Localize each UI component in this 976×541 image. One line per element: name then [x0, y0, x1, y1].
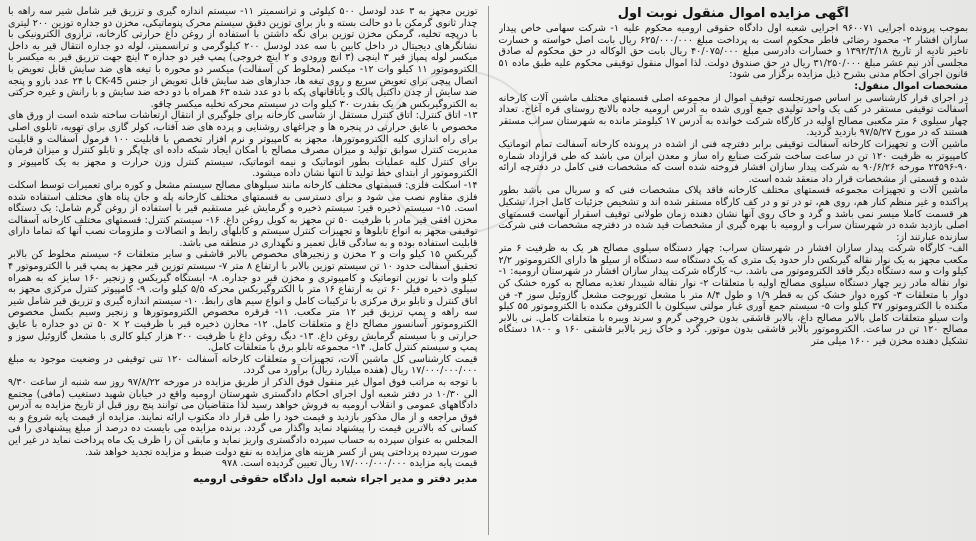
notice-paragraph: گیربکس ۱۵ کیلو وات و ۲ مخزن و زنجیرهای مخصوص بالابر قاشقی و سایر متعلقات ۶- سیستم مخلوط کن بالابر تحقیق آسفالت حدود ۱۰ تن سیستم توزین بالابر با ارتفاع ۸ متر ۷- سیستم توزین قیر مجهز به پمپ قیر با الکتروموتور ۴ کیلو وات با توزین اتوماتیک و کامپیوتری و مخزن قیر دو جداره. ۸- ایستگاه گیربکس و زنجیر ۱۶۰ سایز که به همراه سیلوی ذخیره فیلر ۶۰ تن به ارتفاع ۱۶ متر با الکتروگیربکس محرکه ۵/۵ کیلو وات. ۹- کامپیوتر کنترل مرکزی مجهز به اتاق کنترل و تابلو برق مرکزی با ترکیبات کامل و انواع سیم های رابط. ۱۰- سیستم اندازه گیری و تزریق قیر شامل شیر سه راهه و پمپ ترزیق قیر ۱۲ متر مکعب. ۱۱- قرقره مخصوص الکتروموتورها و زنجیر وسیم بکسل مخصوص الکتروموتور آسانسور مصالح داغ و متعلقات کامل. ۱۲- مخازن ذخیره قیر با ظرفیت ۲ × ۵۰ تن دو جداره با عایق حرارتی و با سیستم گرمایش روغن داغ. ۱۳- دیگ روغن داغ با ظرفیت ۲۰۰ هزار کیلو کالری با مشعل گازوئیل سوز و پمپ و سیستم کنترل کامل. ۱۴- مجموعه تابلو برق با متعلقات کامل.	[8, 249, 478, 354]
notice-subheading: مشخصات اموال منقول:	[854, 80, 968, 92]
notice-title: آگهی مزایده اموال منقول نوبت اول	[617, 6, 849, 21]
notice-paragraph: در اجرای قرار کارشناسی بر اساس صورتجلسه توقیف اموال از مجموعه اصلی قسمتهای مختلف ماشین آلات کارخانه آسفالت توقیفی مستقر در کف یک واحد تولیدی جمع آوری شده به آدرس ارومیه جاده بالانج روستای قره آغاج. تعداد چهار سیلوی ۶ متر مکعبی مصالح اولیه در کارگاه شرکت خوانده به آدرس ۱۷ کیلومتر مانده به شهرستان سراب مستقر هستند که در مورخ ۹۷/۵/۲۷ بازدید گردید.	[498, 92, 968, 139]
notice-paragraph: ۱۴- اسکلت فلزی: قسمتهای مختلف کارخانه مانند سیلوهای مصالح سیستم مشعل و کوره برای تعمیرات توسط اسکلت فلزی مقاوم نصب می شود و برای دسترسی به قسمتهای مختلف کارخانه پله و جان پناه های مختلف استفاده شده است. ۱۵- سیستم ذخیره قیر: سیستم ذخیره و گرمایش غیر مستقیم قیر با استفاده از روغن گرم شامل: یک دستگاه مخزن افقی قیر مادر با ظرفیت ۵۰ تن مجهز به کویل روغن داغ. ۱۶- سیستم کنترل: قسمتهای مختلف کارخانه آسفالت توقیفی مجهز به انواع تابلوها و تجهیزات کنترل سیستم و کابلهای رابط و اتصالات و ملزومات نصب آنها که تماما دارای قابلیت استفاده بوده و به سادگی قابل تعمیر و نگهداری در منطقه می باشد.	[8, 179, 478, 249]
notice-paragraph: ماشین آلات و تجهیزات مجموعه قسمتهای مختلف کارخانه فاقد پلاک مشخصات فنی که و سریال می باشد بطور پراکنده و غیر منظم کنار هم، روی هم، تو در تو و در کف کارگاه مستقر شده اند و تشخیص جزئیات کامل اجزا، تشکیل هر قسمت کاملا میسر نمی باشد و گرد و خاک روی آنها نشان دهنده زمان طولانی توقیف اسقرار آنهاست قسمتهای اصلی بازدید شده در شهرستان سراب و ارومیه با بهره گیری از مشخصات قید شده در دفترچه مشخصات فنی شرکت سازنده عبارتند از:	[498, 185, 968, 243]
notice-paragraph: بموجب پرونده اجرایی ۹۶۰۰۷۱ اجرایی شعبه اول دادگاه حقوقی ارومیه محکوم علیه ۱- شرکت سهامی خاص پیدار سازان افشار ۲- محمود رضائی فاطر محکوم است به پرداخت مبلغ ۶۲۵/۰۰۰/۰۰۰ ریال بابت اصل خواسته و خسارت تاخیر تادیه از تاریخ ۱۳۹۲/۳/۱۸ و خسارات دادرسی مبلغ ۴۰/۰۷۵/۰۰۰ ریال بابت حق الوکاله در حق محکوم له صادق مجلسی آذر نیم عشر مبلغ ۳۱/۲۵۰/۰۰۰ ریال در حق صندوق دولت. لذا اموال منقول توقیفی محکوم علیه طبق ماده ۵۱ قانون اجرای احکام مدنی بشرح ذیل مزایده برگزار می شود:	[498, 23, 968, 81]
notice-paragraph: توزین مجهز به ۳ عدد لودسل ۵۰۰ کیلوئی و ترانسمیتر ۱۱- سیستم اندازه گیری و تزریق قیر شامل شیر سه راهه با چدار ثانوی گرمکن با دو حالت بسته و باز برای توزین دقیق سیستم محرک پنوماتیکی، مخزن دو جداره توزین ۲۰۰ لیتری با درپچه تخلیه، گرمکن مخزن توزین برای نگه داشتن با استفاده از روغن داغ حرارتی کارخانه، ترازوی الکترونیکی با نشانگرهای دیجیتال در داخل کابین با سه عدد لودسل ۲۰۰ کیلوگرمی و ترانسمیتر، لوله دو جداره انتقال قیر به داخل میکسر لوله پمپاژ قیر ۳ اینچی (۳ انچ ورودی و ۲ اینچ خروجی) پمپ قیر دو جداره ۳ اینچ جهت تزریق قیر به میکسر با الکتروموتور ۱۱ کیلو وات ۱۲- میکسر (مخلوط کن آسفالت) میکسر دو محوره با تیغه های ضد سایش قابل تعویض با اتصال پیچی برای تعویض سریع و روی تیغه ها، جدارهای ضد سایش قابل تعویض از جنس CK-45 با ۲۴ عدد بازو و پنجه ضد سایش از چدن داکتیل پالک و یاتاقانهای پکه با دو عدد شده ۶۳ همراه با دو دخه ضد سایش و با رانش و غیره حرکتی به الکتروگیربکس هر یک بقدرت ۳۰ کیلو وات در سیستم محرکه تخلیه میکسر چاقو.	[8, 6, 478, 110]
notice-right-column	[499, 6, 969, 535]
notice-signature: مدیر دفتر و مدیر اجراء شعبه اول دادگاه حقوقی ارومیه	[192, 472, 478, 485]
notice-paragraph: الف- کارگاه شرکت پیدار سازان افشار در شهرستان سراب: چهار دستگاه سیلوی مصالح هر یک به ظرفیت ۶ متر مکعب مجهز به یک نوار نقاله گیربکس دار حدود یک متری که یک دستگاه سه دستگاه از سیلو ها دارای الکتروموتور ۲/۲ کیلو وات و سه دستگاه دیگر فاقد الکتروموتور می باشد. ب- کارگاه شرکت پیدار سازان افشار در شهرستان ارومیه: ۱- نوار نقاله مادر زیر چهار دستگاه سیلوی مصالح اولیه با متعلقات ۲- نوار نقاله شیبدار تغذیه مصالح به کوره خشک کن دوار با متعلقات ۳- کوره دوار خشک کن به قطر ۱/۹ و طول ۸/۴ متر با مشعل توربوجت مشعل گازوئیل سوز ۴- فن مکنده با الکتروموتور ۳۷ کیلو وات ۵- سیستم جمع آوری غبار مولتی سیکلون با الکتروفن مکنده با الکتروموتور ۵۵ کیلو وات سیلو متعلقات کامل بالابر مصالح داغ، بالابر قاشقی بدون خروجی گرم و سرند ویبره با متعلقات کامل. نی بالابر مصالح ۱۲۰ تن در ساعت. الکتروموتور بالابر قاشقی بدون موتور. گرد و خاک زیر بالابر قاشقی ۱۶۰ و ۱۸۰۰ دستگاه تشکیل دهنده مخزن قیر ۱۶۰۰ میلی متر	[498, 243, 968, 348]
notice-left-column	[8, 6, 478, 535]
notice-paragraph: با توجه به مراتب فوق اموال غیر منقول فوق الذکر از طریق مزایده در مورخه ۹۷/۸/۲۲ روز سه شنبه از ساعت ۹/۳۰ الی ۱۰/۳۰ در دفتر شعبه اول اجرای احکام دادگستری شهرستان ارومیه واقع در خیابان شهید دستغیب (مافی) مجتمع دادگاههای عمومی و انقلاب ارومیه به فروش خواهد رسید لذا متقاضیان می توانند پنج روز قبل از تاریخ مزایده به آدرس فوق مراجعه و از مال مذکور بازدید و قیمت خود را طی قرار داد مکتوب ارائه نمایند. مزایده از قیمت پایه شروع و به کسانی که بالاترین قیمت را پیشنهاد نماید واگذار می گردد. برنده مزایده می بایست ده درصد از مبلغ پیشنهادی را فی المجلس به عنوان سپرده به حساب سپرده دادگستری واریز نماید و مابقی آن را ظرف یک ماه پرداخت نماید در غیر این صورت سپرده پرداختی پس از کسر هزینه های مزایده به نفع دولت ضبط و مزایده تجدید خواهد شد.	[8, 377, 478, 458]
notice-paragraph: قیمت کارشناسی کل ماشین آلات، تجهیزات و متعلقات کارخانه آسفالت ۱۲۰ تنی توقیفی در وضعیت موجود به مبلغ ۱۷/۰۰۰/۰۰۰/۰۰۰ ریال (هفده میلیارد ریال) برآورد می گردد.	[8, 353, 478, 377]
notice-paragraph: ۱۳- اتاق کنترل: اتاق کنترل مستقل از شاسی کارخانه برای جلوگیری از انتقال ارتعاشات ساخته شده است از ورق های مخصوص با عایق حرارتی در پنجره ها و چراغهای روشنایی و پرده های ضد آفتاب، کولر گازی برای تهویه، تابلوی اصلی برای راه اندازی کلیه الکتروموتورها، مجهز به کامپیوتر و نرم افزار تخصص با قابلیت ۱۰۰ فرمول آسفالت و قابلیت مدیریت کنترل سوابق تولید و میزان مصرف مصالح با امکان ایجاد شبکه داده ای چاپگر و تابلو کنترل و میزان فرمان برای کنترل کلیه عملیات بطور اتوماتیک و نیمه اتوماتیک، سیستم کنترل وزن حرارت و مجهز به یک کامپیوتر و الکتروموتور از ابتدای خط تولید تا انتها نشان داده میشود.	[8, 110, 478, 180]
notice-columns	[8, 6, 968, 535]
column-divider	[488, 6, 489, 535]
notice-paragraph: ماشین آلات و تجهیزات کارخانه آسفالت توقیفی برابر دفترچه فنی از اشده در پرونده کارخانه آسفالت تمام اتوماتیک کامپیوتر به ظرفیت ۱۲۰ تن در ساعت ساخت شرکت صنایع راه ساز و معدن ایران می باشد که طی قرارداد شماره ۹۰-۲۳۵۹۶ مورخه ۹۰/۶/۲۶ به شرکت پیدار سازان افشار فروخته شده است که مشخصات فنی کامل در دفترچه ارائه شده و قسمتی از مشخصات قرار داد منعقد شده است.	[498, 138, 968, 185]
notice-paragraph: قیمت پایه مزایده ۱۷/۰۰۰/۰۰۰/۰۰۰ ریال تعیین گردیده است. ۹۷۸	[221, 458, 478, 470]
